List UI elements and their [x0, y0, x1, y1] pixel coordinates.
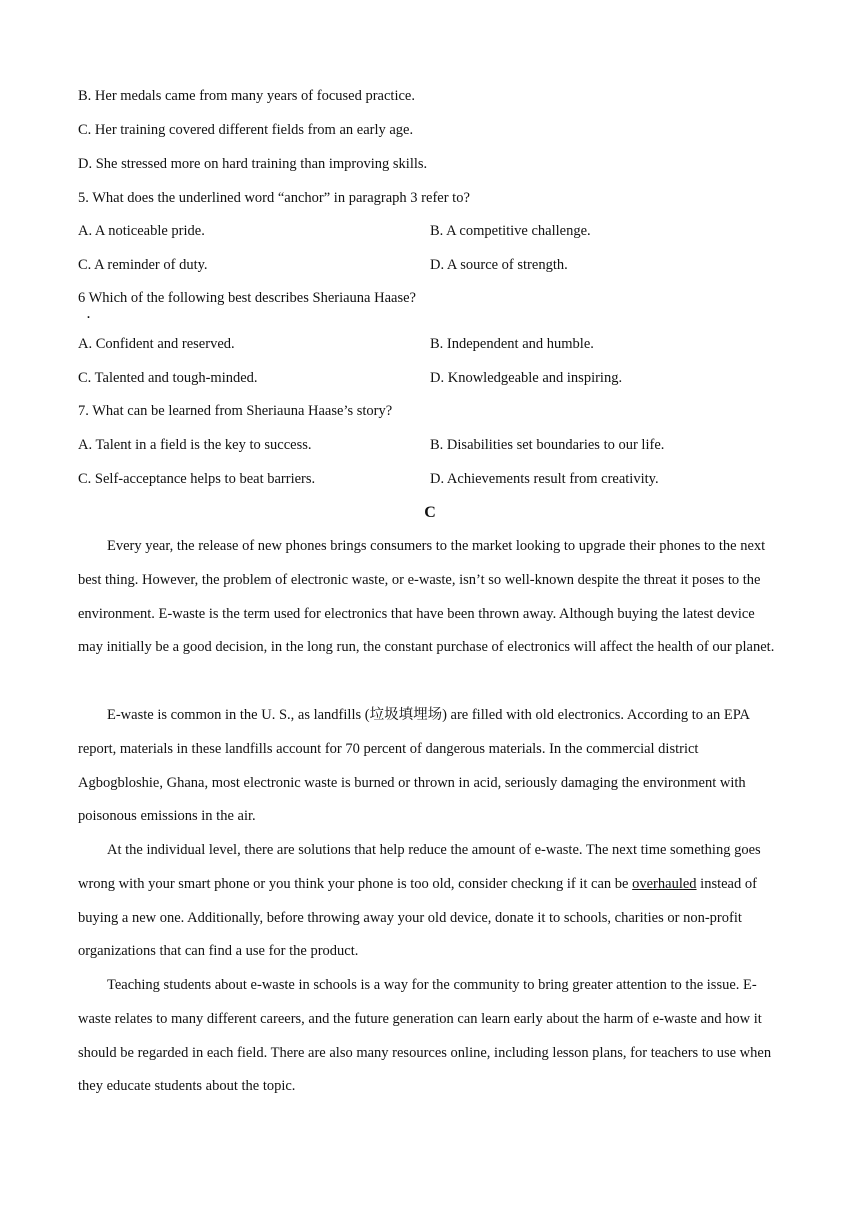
q6-option-b: B. Independent and humble. — [430, 336, 594, 352]
q7-option-d: D. Achievements result from creativity. — [430, 471, 659, 487]
paragraph-3-text-start: At the individual level, there are solutions that help reduce the amount of e-waste. The next time something goes wrong with your smart phone or you think your phone is too old, consider checkıng if it can be — [78, 842, 761, 892]
q7-option-c: C. Self-acceptance helps to beat barriers. — [78, 471, 316, 487]
passage-paragraph-2: E-waste is common in the U. S., as landfills (垃圾填埋场) are filled with old electronics. According to an EPA report, materials in these landfills account for 70 percent of dangerous materials. In the commercial district Agbogbloshie, Ghana, most electronic waste is burned or thrown in acid, seriously damaging the environment with poisonous emissions in the air. — [78, 707, 750, 825]
passage-paragraph-1: Every year, the release of new phones brings consumers to the market looking to upgrade their phones to the next best thing. However, the problem of electronic waste, or e-waste, isn’t so well-known despite the threat it poses to the environment. E-waste is the term used for electronics that have been thrown away. Although buying the latest device may initially be a good decision, in the long run, the constant purchase of electronics will affect the health of our planet. — [78, 538, 775, 656]
q7-option-a: A. Talent in a field is the key to success. — [78, 437, 312, 453]
paragraph-3-text-end: instead of buying a new one. Additionally, before throwing away your old device, donate it to schools, charities or non-profit organizations that can find a use for the product. — [78, 875, 757, 960]
q6-option-c: C. Talented and tough-minded. — [78, 370, 258, 386]
passage-paragraph-3 — [78, 834, 782, 969]
q5-stem: 5. What does the underlined word “anchor” in paragraph 3 refer to? — [78, 190, 470, 206]
q6-option-d: D. Knowledgeable and inspiring. — [430, 370, 623, 386]
q7-option-b: B. Disabilities set boundaries to our life. — [430, 437, 665, 453]
q5-option-a: A. A noticeable pride. — [78, 223, 205, 239]
q4-option-c: C. Her training covered different fields from an early age. — [78, 122, 414, 138]
q4-option-b: B. Her medals came from many years of focused practice. — [78, 88, 415, 104]
q6-stem-mark: . — [87, 307, 90, 321]
q6-stem: 6 Which of the following best describes Sheriauna Haase? — [78, 290, 416, 306]
q4-option-d: D. She stressed more on hard training than improving skills. — [78, 156, 428, 172]
q5-option-b: B. A competitive challenge. — [430, 223, 591, 239]
section-heading: C — [424, 504, 436, 521]
q7-stem: 7. What can be learned from Sheriauna Haase’s story? — [78, 403, 393, 419]
q6-option-a: A. Confident and reserved. — [78, 336, 235, 352]
underlined-word-overhauled: overhauled — [632, 875, 697, 892]
q5-option-d: D. A source of strength. — [430, 257, 568, 273]
passage-paragraph-4: Teaching students about e-waste in schools is a way for the community to bring greater attention to the issue. E-waste relates to many different careers, and the future generation can learn early about the harm of e-waste and how it should be regarded in each field. There are also many resources online, including lesson plans, for teachers to use when they educate students about the topic. — [78, 977, 772, 1095]
q5-option-c: C. A reminder of duty. — [78, 257, 208, 273]
